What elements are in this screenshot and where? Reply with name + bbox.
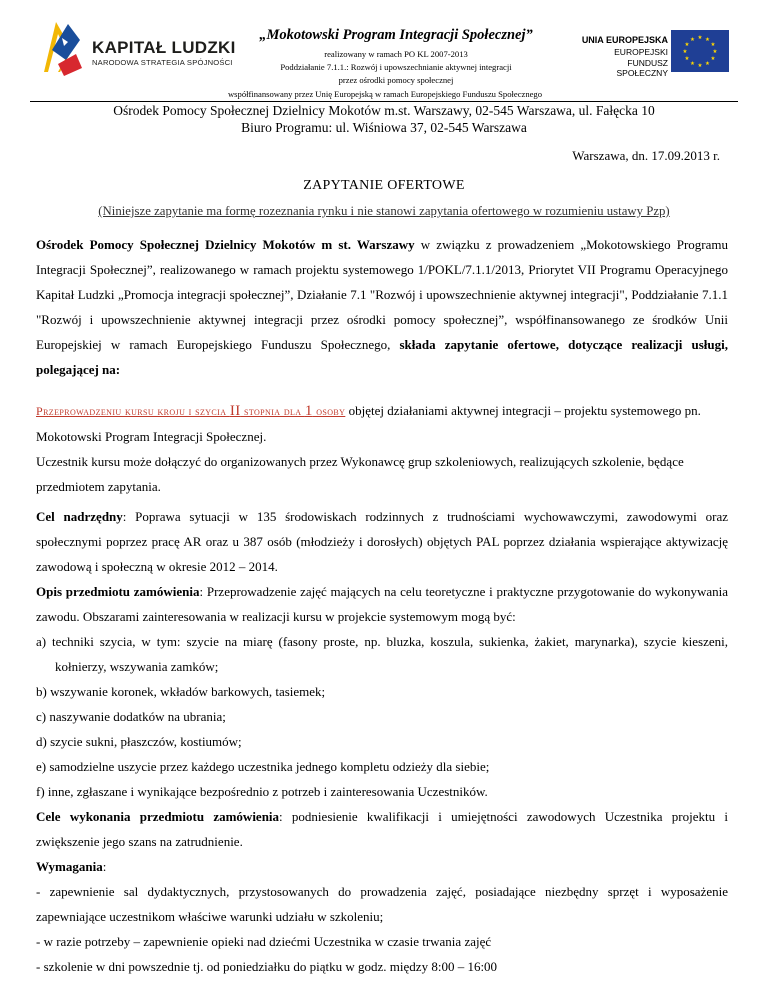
intro-paragraph: [36, 232, 728, 382]
list-item: c) naszywanie dodatków na ubrania;: [36, 709, 226, 724]
organization-address: Ośrodek Pomocy Społecznej Dzielnicy Mokotów m.st. Warszawy, 02-545 Warszawa, ul. Fałęcka 10: [113, 103, 655, 118]
list-item: - w razie potrzeby – zapewnienie opieki nad dziećmi Uczestnika w czasie trwania zajęć: [36, 934, 492, 949]
list-item: d) szycie sukni, płaszczów, kostiumów;: [36, 734, 242, 749]
eu-label-1: UNIA EUROPEJSKA: [581, 35, 668, 45]
subject-note: Uczestnik kursu może dołączyć do organizowanych przez Wykonawcę grup szkoleniowych, realizujących szkolenie, będące przedmiotem zapytania.: [36, 454, 684, 494]
document-subtitle: (Niniejsze zapytanie ma formę rozeznania rynku i nie stanowi zapytania ofertowego w rozumieniu ustawy Pzp): [98, 204, 670, 218]
svg-text:★: ★: [697, 35, 703, 41]
document-title: ZAPYTANIE OFERTOWE: [303, 178, 465, 193]
goal-paragraph: [36, 504, 728, 579]
subject-rest: objętej działaniami aktywnej integracji – projektu systemowego pn. Mokotowski Program Integracji Społecznej.: [36, 403, 701, 444]
description-paragraph: [36, 579, 728, 629]
intro-text: w związku z prowadzeniem „Mokotowskiego Programu Integracji Społecznej”, realizowanego w ramach projektu systemowego 1/POKL/7.1.1/2013, Priorytet VII Programu Operacyjnego Kapitał Ludzki „Promocja integracji społecznej”, Działanie 7.1 "Rozwój i upowszechnienie aktywnej integracji", Poddziałanie 7.1.1 "Rozwój i upowszechnienie aktywnej integracji przez ośrodki pomocy społecznej”, współfinansowanego ze środków Unii Europejskiej w ramach Europejskiego Funduszu Społecznego,: [36, 237, 728, 352]
list-item: b) wszywanie koronek, wkładów barkowych, tasiemek;: [36, 684, 326, 699]
svg-text:★: ★: [705, 37, 710, 43]
requirements-label: Wymagania: [36, 859, 103, 874]
subject-heading: [36, 404, 345, 418]
svg-text:★: ★: [697, 63, 703, 69]
objectives-label: Cele wykonania przedmiotu zamówienia: [36, 809, 280, 824]
svg-text:★: ★: [682, 49, 688, 55]
svg-text:★: ★: [712, 49, 718, 55]
intro-tail: składa zapytanie ofertowe, dotyczące realizacji usługi, polegającej na:: [36, 337, 729, 377]
subject-part-5: osoby: [312, 404, 346, 418]
details-section: [36, 504, 728, 979]
svg-text:★: ★: [705, 61, 710, 67]
kapital-ludzki-subtitle: NARODOWA STRATEGIA SPÓJNOŚCI: [92, 58, 233, 67]
svg-text:★: ★: [684, 42, 690, 48]
document-date: Warszawa, dn. 17.09.2013 r.: [572, 148, 720, 163]
list-item: - zapewnienie sal dydaktycznych, przystosowanych do prowadzenia zajęć, posiadające niezbędny sprzęt i wyposażenie zapewniające uczestnikom właściwe warunki udziału w szkoleniu;: [36, 884, 728, 924]
objectives-paragraph: [36, 804, 728, 854]
eu-flag-icon: [671, 30, 729, 72]
subject-part-2: II: [229, 403, 241, 419]
svg-text:★: ★: [684, 56, 690, 62]
header-divider: [30, 101, 738, 102]
subject-part-1: Przeprowadzeniu kursu kroju i szycia: [36, 404, 230, 418]
svg-text:★: ★: [690, 37, 695, 43]
description-label: Opis przedmiotu zamówienia: [36, 584, 200, 599]
list-item: a) techniki szycia, w tym: szycie na miarę (fasony proste, np. bluzka, koszula, sukienka, żakiet, marynarka), szycie kieszeni, kołnierzy, wszywania zamków;: [36, 634, 728, 674]
svg-text:★: ★: [690, 61, 695, 67]
header-line-1: realizowany w ramach PO KL 2007-2013: [324, 49, 468, 59]
requirements-heading: [36, 854, 728, 879]
list-item: e) samodzielne uszycie przez każdego uczestnika jednego kompletu odzieży dla siebie;: [36, 759, 490, 774]
program-office-address: Biuro Programu: ul. Wiśniowa 37, 02-545 Warszawa: [241, 120, 527, 135]
list-item: - szkolenie w dni powszednie tj. od poniedziałku do piątku w godz. między 8:00 – 16:00: [36, 959, 498, 974]
goal-text: : Poprawa sytuacji w 135 środowiskach rodzinnych z trudnościami wychowawczymi, zawodowymi oraz społecznymi poprzez pracę AR oraz u 387 osób (młodzieży i dorosłych) objętych PAL poprzez działania wspierające aktywizację zawodową i społeczną w okresie 2012 – 2014.: [36, 509, 728, 574]
requirements-colon: :: [102, 859, 107, 874]
subject-part-4: 1: [304, 403, 313, 419]
svg-text:★: ★: [710, 56, 716, 62]
header-line-2: Poddziałanie 7.1.1.: Rozwój i upowszechnianie aktywnej integracji: [280, 62, 512, 72]
description-text: : Przeprowadzenie zajęć mających na celu teoretyczne i praktyczne przygotowanie do wykonywania zawodu. Obszarami zainteresowania w realizacji kursu w projekcie systemowym mogą być:: [36, 584, 728, 624]
list-item: f) inne, zgłaszane i wynikające bezpośrednio z potrzeb i zainteresowania Uczestników.: [36, 784, 488, 799]
eu-label-2: EUROPEJSKI: [614, 47, 668, 57]
eu-label-3: FUNDUSZ SPOŁECZNY: [616, 58, 668, 78]
goal-label: Cel nadrzędny: [36, 509, 123, 524]
subject-section: [36, 398, 728, 499]
header-line-4: współfinansowany przez Unię Europejską w ramach Europejskiego Funduszu Społecznego: [227, 89, 543, 99]
program-title: „Mokotowski Program Integracji Społecznej”: [259, 27, 533, 43]
objectives-text: : podniesienie kwalifikacji i umiejętności zawodowych Uczestnika projektu i zwiększenie jego szans na zatrudnienie.: [36, 809, 728, 849]
intro-lead: Ośrodek Pomocy Społecznej Dzielnicy Mokotów m st. Warszawy: [36, 237, 415, 252]
kapital-ludzki-title: KAPITAŁ LUDZKI: [92, 38, 236, 57]
subject-part-3: stopnia dla: [240, 404, 305, 418]
svg-text:★: ★: [710, 42, 716, 48]
header-line-3: przez ośrodki pomocy społecznej: [338, 75, 454, 85]
